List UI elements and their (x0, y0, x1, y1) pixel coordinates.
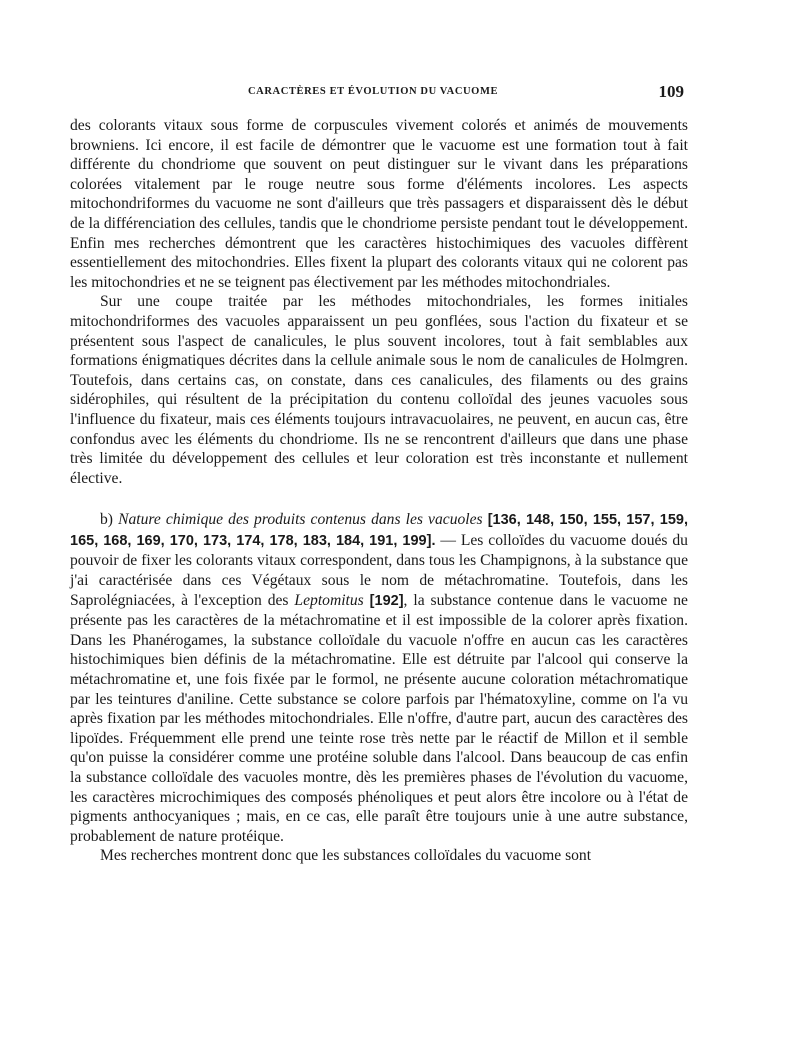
page-number: 109 (658, 82, 684, 101)
paragraph-1: des colorants vitaux sous forme de corpuscules vivement colorés et animés de mouvements browniens. Ici encore, il est facile de démontrer que le vacuome est une formation tout à fait différente du chondriome que souvent on peut distinguer sur le vivant dans les préparations colorées vitalement par le rouge neutre sous forme d'éléments incolores. Les aspects mitochondriformes du vacuome ne sont d'ailleurs que très passagers et disparaissent dès le début de la différenciation des cellules, tandis que le chondriome persiste pendant tout le développement. Enfin mes recherches démontrent que les caractères histochimiques des vacuoles diffèrent essentiellement des mitochondries. Elles fixent la plupart des colorants vitaux qui ne colorent pas les mitochondries et ne se teignent pas électivement par les méthodes mitochondriales. (70, 117, 688, 291)
inline-reference: [192] (369, 592, 404, 609)
body-text (70, 116, 688, 866)
running-title: CARACTÈRES ET ÉVOLUTION DU VACUOME (248, 86, 499, 97)
paragraph-3-text-a: — Les colloïdes du vacuome doués du pouvoir de fixer les colorants vitaux correspondent, dans tous les Champignons, à la substance que j'ai caractérisée dans ces Végétaux sous le nom de métachromatine. Toutefois, dans les Saprolégniacées, à l'exception des (70, 531, 688, 609)
page (70, 82, 688, 866)
section-heading: Nature chimique des produits contenus dans les vacuoles (118, 511, 483, 529)
paragraph-4: Mes recherches montrent donc que les substances colloïdales du vacuome sont (100, 847, 592, 865)
running-head (70, 82, 688, 108)
section-label: b) (100, 511, 113, 529)
paragraph-3-text-b: , la substance contenue dans le vacuome ne présente pas les caractères de la métachromatine et il est impossible de la colorer après fixation. Dans les Phanérogames, la substance colloïdale du vacuole n'offre en aucun cas les caractères histochimiques bien définis de la métachromatine. Elle est détruite par l'alcool qui conserve la métachromatine et, une fois fixée par le formol, ne présente aucune coloration métachromatique par les teintures d'aniline. Cette substance se colore parfois par l'hématoxyline, comme on l'a vu après fixation par les méthodes mitochondriales. Elle n'offre, d'autre part, aucun des caractères des lipoïdes. Fréquemment elle prend une teinte rose très nette par le réactif de Millon et il semble qu'on puisse la considérer comme une protéine soluble dans l'alcool. Dans beaucoup de cas enfin la substance colloïdale des vacuoles montre, dès les premières phases de l'évolution du vacuome, les caractères microchimiques des composés phénoliques et peut alors être incolore ou à l'état de pigments anthocyaniques ; mais, en ce cas, elle paraît être toujours unie à une autre substance, probablement de nature protéique. (70, 591, 688, 845)
genus-name: Leptomitus (294, 591, 364, 609)
paragraph-2: Sur une coupe traitée par les méthodes mitochondriales, les formes initiales mitochondriformes des vacuoles apparaissent un peu gonflées, sous l'action du fixateur et se présentent sous l'aspect de canalicules, le plus souvent incolores, tout à fait semblables aux formations énigmatiques décrites dans la cellule animale sous le nom de canalicules de Holmgren. Toutefois, dans certains cas, on constate, dans ces canalicules, des filaments ou des grains sidérophiles, qui résultent de la précipitation du contenu colloïdal des jeunes vacuoles sous l'influence du fixateur, mais ces éléments toujours intravacuolaires, ne peuvent, en aucun cas, être confondus avec les éléments du chondriome. Ils ne se rencontrent d'ailleurs que dans une phase très limitée du développement des cellules et leur coloration est très inconstante et nullement élective. (70, 293, 688, 487)
reference-list: [136, 148, 150, 155, 157, 159, 165, 168, 169, 170, 173, 174, 178, 183, 184, 191, 199]. (70, 512, 688, 549)
section-gap (70, 488, 688, 510)
paragraph-3 (70, 510, 688, 846)
